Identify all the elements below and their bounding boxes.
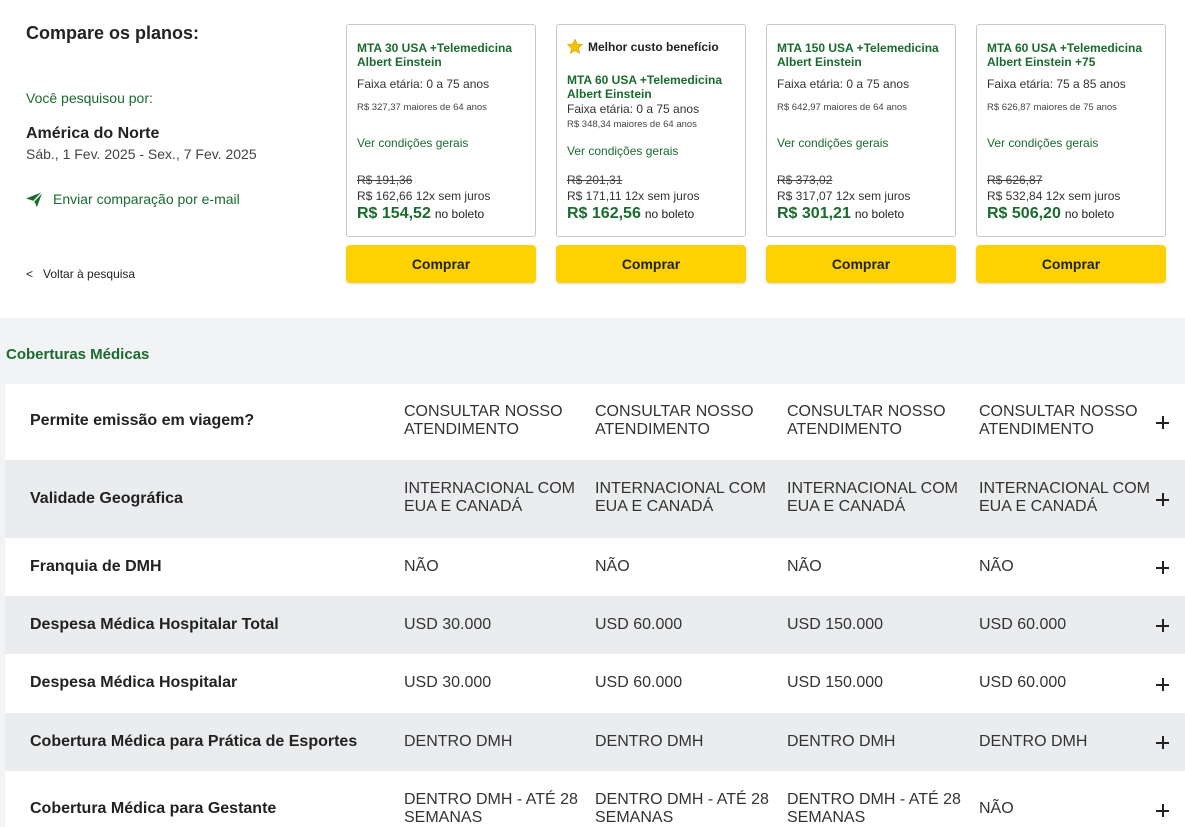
plan-cash-suffix: no boleto: [434, 207, 485, 221]
coverage-row-label: Cobertura Médica para Gestante: [30, 800, 277, 817]
plus-icon[interactable]: [1156, 678, 1170, 692]
coverage-cell-plan-3: DENTRO DMH - ATÉ 28 SEMANAS: [787, 791, 961, 826]
buy-button-plan-4[interactable]: Comprar: [976, 245, 1166, 283]
coverage-cell-plan-2: DENTRO DMH - ATÉ 28 SEMANAS: [595, 791, 769, 826]
plan-installments: R$ 171,11 12x sem juros: [567, 189, 700, 203]
plan-cash-suffix: no boleto: [644, 207, 695, 221]
plan-name: MTA 60 USA +Telemedicina Albert Einstein: [567, 73, 723, 101]
coverage-cell-plan-3: INTERNACIONAL COM EUA E CANADÁ: [787, 480, 958, 515]
coverage-cell-plan-3: CONSULTAR NOSSO ATENDIMENTO: [787, 403, 946, 438]
coverage-section-title: Coberturas Médicas: [6, 346, 150, 363]
plan-cash-price: [777, 205, 904, 223]
coverage-cell-plan-2: CONSULTAR NOSSO ATENDIMENTO: [595, 403, 754, 438]
buy-button-plan-1[interactable]: Comprar: [346, 245, 536, 283]
coverage-cell-plan-3: USD 150.000: [787, 674, 884, 691]
plan-installments: R$ 317,07 12x sem juros: [777, 189, 911, 203]
coverage-row-dmh-deductible[interactable]: [5, 538, 1185, 596]
plan-card-3: [766, 24, 956, 237]
coverage-row-medical[interactable]: [5, 654, 1185, 713]
plan-conditions-link[interactable]: Ver condições gerais: [777, 136, 889, 150]
plan-card-1: [346, 24, 536, 237]
plan-conditions-link[interactable]: Ver condições gerais: [357, 136, 469, 150]
plan-cash-suffix: no boleto: [1064, 207, 1115, 221]
coverage-cell-plan-4: INTERNACIONAL COM EUA E CANADÁ: [979, 480, 1150, 515]
coverage-cell-plan-1: USD 30.000: [404, 616, 492, 633]
coverage-row-geographic[interactable]: [5, 460, 1185, 538]
plan-conditions-link[interactable]: Ver condições gerais: [567, 144, 679, 158]
plan-older-price: R$ 626,87 maiores de 75 anos: [987, 102, 1117, 113]
plan-old-price: R$ 373,02: [777, 173, 833, 187]
coverage-row-emission[interactable]: [5, 384, 1185, 460]
plan-cash-value: R$ 154,52: [357, 205, 431, 222]
chevron-left-icon: <: [26, 267, 34, 281]
plan-card-4: [976, 24, 1166, 237]
coverage-cell-plan-4: NÃO: [979, 800, 1014, 817]
plan-age-range: Faixa etária: 0 a 75 anos: [357, 77, 490, 91]
email-comparison-link[interactable]: [26, 191, 240, 207]
plan-name: MTA 150 USA +Telemedicina Albert Einstein: [777, 41, 939, 69]
buy-button-plan-3[interactable]: Comprar: [766, 245, 956, 283]
plan-cash-price: [567, 205, 694, 223]
travel-dates: Sáb., 1 Fev. 2025 - Sex., 7 Fev. 2025: [26, 146, 257, 162]
star-icon: [567, 39, 583, 54]
page-title: Compare os planos:: [26, 23, 200, 43]
plan-installments: R$ 532,84 12x sem juros: [987, 189, 1121, 203]
plan-conditions-link[interactable]: Ver condições gerais: [987, 136, 1099, 150]
plan-cash-value: R$ 301,21: [777, 205, 851, 222]
plan-cash-price: [987, 205, 1114, 223]
coverage-cell-plan-3: USD 150.000: [787, 616, 884, 633]
back-to-search-link[interactable]: [26, 267, 135, 281]
buy-button-plan-2[interactable]: Comprar: [556, 245, 746, 283]
plus-icon[interactable]: [1156, 416, 1170, 430]
plan-age-range: Faixa etária: 0 a 75 anos: [567, 102, 700, 116]
plan-card-2: [556, 24, 746, 237]
coverage-cell-plan-3: NÃO: [787, 558, 822, 575]
plan-old-price: R$ 191,36: [357, 173, 413, 187]
best-value-label: Melhor custo benefício: [588, 39, 719, 54]
coverage-cell-plan-2: USD 60.000: [595, 616, 683, 633]
plus-icon[interactable]: [1156, 804, 1170, 818]
plus-icon[interactable]: [1156, 736, 1170, 750]
coverage-row-label: Cobertura Médica para Prática de Esportes: [30, 733, 358, 750]
best-value-badge: [567, 39, 719, 54]
coverage-row-label: Validade Geográfica: [30, 490, 183, 507]
back-link-label: Voltar à pesquisa: [43, 267, 136, 281]
coverage-cell-plan-1: DENTRO DMH - ATÉ 28 SEMANAS: [404, 791, 578, 826]
coverage-cell-plan-1: CONSULTAR NOSSO ATENDIMENTO: [404, 403, 563, 438]
plan-age-range: Faixa etária: 75 a 85 anos: [987, 77, 1126, 91]
plan-older-price: R$ 327,37 maiores de 64 anos: [357, 102, 487, 113]
coverage-row-label: Despesa Médica Hospitalar Total: [30, 616, 279, 633]
coverage-cell-plan-2: INTERNACIONAL COM EUA E CANADÁ: [595, 480, 766, 515]
plan-cash-suffix: no boleto: [854, 207, 905, 221]
plan-cash-value: R$ 162,56: [567, 205, 641, 222]
coverage-cell-plan-2: USD 60.000: [595, 674, 683, 691]
coverage-cell-plan-2: DENTRO DMH: [595, 733, 704, 750]
coverage-row-pregnant[interactable]: [5, 771, 1185, 827]
coverage-cell-plan-2: NÃO: [595, 558, 630, 575]
coverage-cell-plan-4: USD 60.000: [979, 616, 1067, 633]
send-icon: [26, 192, 43, 207]
plan-older-price: R$ 642,97 maiores de 64 anos: [777, 102, 907, 113]
coverage-cell-plan-3: DENTRO DMH: [787, 733, 896, 750]
plus-icon[interactable]: [1156, 619, 1170, 633]
destination: América do Norte: [26, 125, 160, 142]
plan-old-price: R$ 201,31: [567, 173, 623, 187]
plus-icon[interactable]: [1156, 561, 1170, 575]
coverage-row-label: Permite emissão em viagem?: [30, 412, 255, 429]
coverage-cell-plan-4: CONSULTAR NOSSO ATENDIMENTO: [979, 403, 1138, 438]
coverage-row-label: Despesa Médica Hospitalar: [30, 674, 238, 691]
plan-name: MTA 30 USA +Telemedicina Albert Einstein: [357, 41, 513, 69]
plan-cash-price: [357, 205, 484, 223]
coverage-cell-plan-1: NÃO: [404, 558, 439, 575]
plans-header: [0, 0, 1185, 318]
coverage-row-medical-total[interactable]: [5, 596, 1185, 654]
searched-label: Você pesquisou por:: [26, 90, 153, 106]
coverage-row-sports[interactable]: [5, 713, 1185, 771]
email-link-label: Enviar comparação por e-mail: [53, 191, 240, 207]
plan-age-range: Faixa etária: 0 a 75 anos: [777, 77, 910, 91]
coverage-cell-plan-1: INTERNACIONAL COM EUA E CANADÁ: [404, 480, 575, 515]
coverage-cell-plan-4: NÃO: [979, 558, 1014, 575]
coverage-cell-plan-1: DENTRO DMH: [404, 733, 513, 750]
coverage-cell-plan-1: USD 30.000: [404, 674, 492, 691]
plan-older-price: R$ 348,34 maiores de 64 anos: [567, 119, 697, 130]
plan-cash-value: R$ 506,20: [987, 205, 1061, 222]
plus-icon[interactable]: [1156, 493, 1170, 507]
plan-name: MTA 60 USA +Telemedicina Albert Einstein +75: [987, 41, 1143, 69]
coverage-cell-plan-4: USD 60.000: [979, 674, 1067, 691]
coverage-row-label: Franquia de DMH: [30, 558, 162, 575]
plan-installments: R$ 162,66 12x sem juros: [357, 189, 491, 203]
coverage-cell-plan-4: DENTRO DMH: [979, 733, 1088, 750]
plan-old-price: R$ 626,87: [987, 173, 1043, 187]
